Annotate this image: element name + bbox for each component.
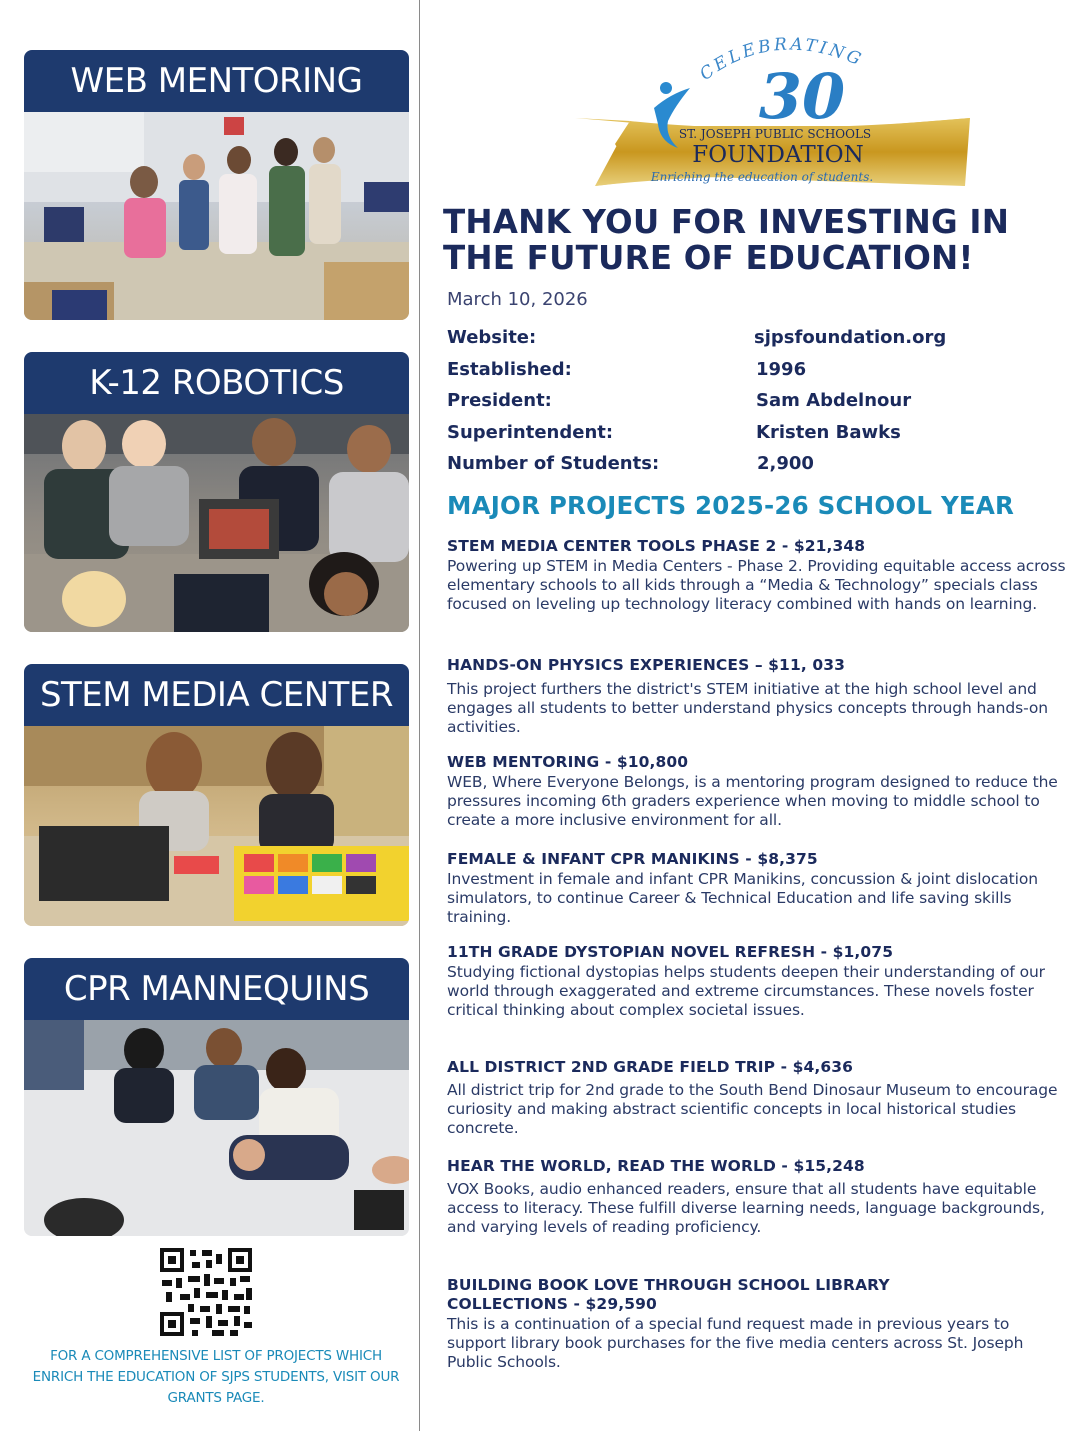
logo-tagline: Enriching the education of students.	[650, 170, 874, 184]
kids-using-laptop-photo	[24, 726, 409, 926]
cpr-scene	[24, 1020, 409, 1236]
fact-value: 2,900	[757, 453, 814, 474]
fact-students	[447, 453, 1067, 485]
project-item	[447, 1058, 1077, 1138]
banner-stem-media-center: STEM MEDIA CENTER	[24, 664, 409, 726]
fact-label: President:	[447, 390, 552, 411]
robotics-scene	[24, 414, 409, 632]
fact-label: Website:	[447, 327, 537, 348]
page-title: THANK YOU FOR INVESTING IN THE FUTURE OF EDUCATION!	[443, 203, 1010, 277]
banner-web-mentoring: WEB MENTORING	[24, 50, 409, 112]
project-desc: This project furthers the district's STEM initiative at the high school level and engages all students to better understand physics concepts through hands-on activities.	[447, 680, 1048, 736]
project-title: HANDS-ON PHYSICS EXPERIENCES – $11, 033	[447, 656, 845, 674]
stem-media-scene	[24, 726, 409, 926]
website-link[interactable]: sjpsfoundation.org	[754, 327, 947, 348]
fact-established	[447, 359, 1067, 391]
project-title: HEAR THE WORLD, READ THE WORLD - $15,248	[447, 1157, 865, 1175]
students-circle-classroom-photo	[24, 112, 409, 320]
cpr-training-photo	[24, 1020, 409, 1236]
qr-code-icon[interactable]	[158, 1246, 254, 1338]
date: March 10, 2026	[447, 289, 588, 310]
banner-k12-robotics: K-12 ROBOTICS	[24, 352, 409, 414]
project-item	[447, 537, 1077, 614]
projects-title: MAJOR PROJECTS 2025-26 SCHOOL YEAR	[447, 491, 1015, 520]
fact-superintendent	[447, 422, 1067, 454]
project-desc: Studying fictional dystopias helps students deepen their understanding of our world through exaggerated and extreme circumstances. These novels foster critical thinking about complex societal issues.	[447, 963, 1045, 1019]
project-title: STEM MEDIA CENTER TOOLS PHASE 2 - $21,348	[447, 537, 866, 555]
project-desc: WEB, Where Everyone Belongs, is a mentoring program designed to reduce the pressures incoming 6th graders experience when moving to middle school to create a more inclusive environment for all.	[447, 773, 1058, 829]
celebrating-text: CELEBRATING	[696, 34, 867, 85]
banner-cpr-mannequins: CPR MANNEQUINS	[24, 958, 409, 1020]
project-item	[447, 753, 1077, 830]
fact-value: 1996	[756, 358, 807, 380]
fact-label: Superintendent:	[447, 421, 614, 443]
logo-org-line1: ST. JOSEPH PUBLIC SCHOOLS	[678, 127, 872, 141]
project-item	[447, 656, 1077, 737]
facts-list	[447, 327, 1067, 485]
project-desc: VOX Books, audio enhanced readers, ensure that all students have equitable access to literacy. These fulfill diverse learning needs, language backgrounds, and varying levels of reading proficiency.	[447, 1180, 1045, 1236]
project-item	[447, 1276, 1077, 1372]
project-item	[447, 943, 1077, 1020]
fact-president	[447, 390, 1067, 422]
project-title: ALL DISTRICT 2ND GRADE FIELD TRIP - $4,636	[447, 1058, 854, 1076]
fact-label: Number of Students:	[447, 453, 660, 474]
project-desc: All district trip for 2nd grade to the South Bend Dinosaur Museum to encourage curiosity and making abstract scientific concepts in local historical studies concrete.	[447, 1081, 1058, 1137]
column-divider	[419, 0, 420, 1431]
logo-number: 30	[758, 60, 846, 133]
fact-website	[447, 327, 1067, 359]
fact-value: Sam Abdelnour	[756, 390, 912, 411]
project-desc: Investment in female and infant CPR Manikins, concussion & joint dislocation simulators, to continue Career & Technical Education and life saving skills training.	[447, 870, 1038, 926]
project-item	[447, 850, 1077, 927]
project-title: FEMALE & INFANT CPR MANIKINS - $8,375	[447, 850, 818, 868]
foundation-logo	[570, 26, 970, 191]
qr-caption: FOR A COMPREHENSIVE LIST OF PROJECTS WHICH ENRICH THE EDUCATION OF SJPS STUDENTS, VISIT OUR GRANTS PAGE.	[32, 1348, 400, 1406]
fact-label: Established:	[447, 358, 572, 380]
left-column	[0, 0, 420, 1431]
project-title: BUILDING BOOK LOVE THROUGH SCHOOL LIBRARY COLLECTIONS - $29,590	[447, 1276, 890, 1313]
logo-org-line2: FOUNDATION	[692, 142, 864, 168]
fact-value: Kristen Bawks	[756, 421, 901, 443]
project-desc: This is a continuation of a special fund request made in previous years to support library book purchases for the five media centers across St. Joseph Public Schools.	[447, 1315, 1024, 1371]
project-title: 11TH GRADE DYSTOPIAN NOVEL REFRESH - $1,075	[447, 943, 894, 961]
project-desc: Powering up STEM in Media Centers - Phase 2. Providing equitable access across elementary schools to all kids through a “Media & Technology” specials class focused on leveling up technology literacy combined with hands on learning.	[447, 557, 1066, 613]
classroom-scene	[24, 112, 409, 320]
project-title: WEB MENTORING - $10,800	[447, 753, 689, 771]
project-item	[447, 1157, 1077, 1237]
students-with-robot-photo	[24, 414, 409, 632]
